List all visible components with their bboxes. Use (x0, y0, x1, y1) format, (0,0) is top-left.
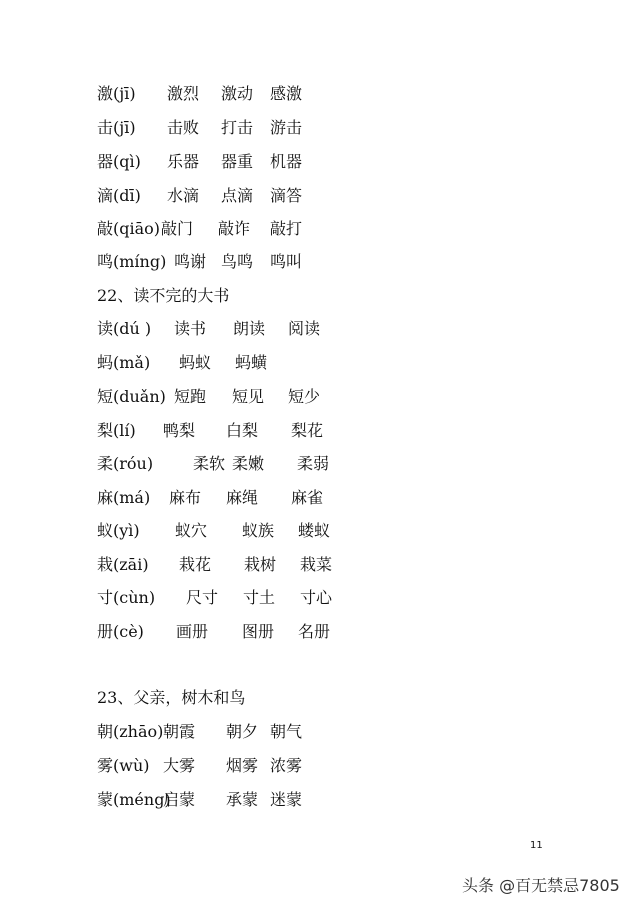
character-pinyin: 朝(zhāo) (97, 722, 164, 741)
word-example: 蝼蚁 (298, 521, 331, 540)
word-example: 柔软 (193, 454, 226, 473)
word-example: 寸心 (300, 588, 333, 607)
word-example: 敲门 (161, 219, 194, 238)
word-example: 梨花 (291, 421, 324, 440)
word-example: 名册 (298, 622, 331, 641)
word-example: 鸭梨 (163, 421, 196, 440)
character-pinyin: 滴(dī) (97, 186, 141, 205)
word-example: 白梨 (226, 421, 259, 440)
word-example: 激动 (221, 84, 254, 103)
word-example: 激烈 (167, 84, 200, 103)
character-pinyin: 短(duǎn) (97, 387, 166, 406)
word-example: 乐器 (167, 152, 200, 171)
watermark: 头条 @百无禁忌7805 (462, 876, 620, 895)
word-example: 朗读 (233, 319, 266, 338)
word-example: 水滴 (167, 186, 200, 205)
word-example: 敲打 (270, 219, 303, 238)
character-pinyin: 栽(zāi) (97, 555, 149, 574)
word-example: 栽树 (244, 555, 277, 574)
word-example: 蚁族 (242, 521, 275, 540)
word-example: 朝霞 (163, 722, 196, 741)
word-example: 击败 (167, 118, 200, 137)
word-example: 鸣叫 (270, 252, 303, 271)
word-example: 蚂蟥 (235, 353, 268, 372)
character-pinyin: 蚁(yì) (97, 521, 140, 540)
word-example: 点滴 (221, 186, 254, 205)
word-example: 柔嫩 (232, 454, 265, 473)
word-example: 鸣谢 (174, 252, 207, 271)
character-pinyin: 雾(wù) (97, 756, 150, 775)
word-example: 打击 (221, 118, 254, 137)
word-example: 图册 (242, 622, 275, 641)
word-example: 大雾 (163, 756, 196, 775)
word-example: 滴答 (270, 186, 303, 205)
word-example: 敲诈 (218, 219, 251, 238)
word-example: 栽菜 (300, 555, 333, 574)
character-pinyin: 激(jī) (97, 84, 136, 103)
character-pinyin: 鸣(míng) (97, 252, 167, 271)
word-example: 麻布 (169, 488, 202, 507)
word-example: 短少 (288, 387, 321, 406)
word-example: 烟雾 (226, 756, 259, 775)
page-number: 11 (530, 840, 543, 851)
word-example: 鸟鸣 (221, 252, 254, 271)
word-example: 游击 (270, 118, 303, 137)
word-example: 机器 (270, 152, 303, 171)
character-pinyin: 册(cè) (97, 622, 144, 641)
word-example: 麻雀 (291, 488, 324, 507)
section-heading: 23、父亲，树木和鸟 (97, 688, 246, 707)
word-example: 蚁穴 (175, 521, 208, 540)
character-pinyin: 柔(róu) (97, 454, 154, 473)
character-pinyin: 读(dú ) (97, 319, 152, 338)
word-example: 朝夕 (226, 722, 259, 741)
character-pinyin: 器(qì) (97, 152, 141, 171)
word-example: 柔弱 (297, 454, 330, 473)
word-example: 承蒙 (226, 790, 259, 809)
word-example: 尺寸 (186, 588, 219, 607)
word-example: 阅读 (288, 319, 321, 338)
word-example: 感激 (270, 84, 303, 103)
character-pinyin: 寸(cùn) (97, 588, 156, 607)
word-example: 短跑 (174, 387, 207, 406)
word-example: 读书 (174, 319, 207, 338)
character-pinyin: 敲(qiāo) (97, 219, 161, 238)
word-example: 短见 (232, 387, 265, 406)
character-pinyin: 击(jī) (97, 118, 136, 137)
word-example: 蚂蚁 (179, 353, 212, 372)
word-example: 画册 (176, 622, 209, 641)
word-example: 栽花 (179, 555, 212, 574)
word-example: 麻绳 (226, 488, 259, 507)
word-example: 寸土 (243, 588, 276, 607)
character-pinyin: 麻(má) (97, 488, 151, 507)
word-example: 朝气 (270, 722, 303, 741)
word-example: 迷蒙 (270, 790, 303, 809)
character-pinyin: 蒙(méng) (97, 790, 171, 809)
section-heading: 22、读不完的大书 (97, 286, 230, 305)
character-pinyin: 蚂(mǎ) (97, 353, 151, 372)
word-example: 器重 (221, 152, 254, 171)
word-example: 启蒙 (163, 790, 196, 809)
character-pinyin: 梨(lí) (97, 421, 136, 440)
word-example: 浓雾 (270, 756, 303, 775)
